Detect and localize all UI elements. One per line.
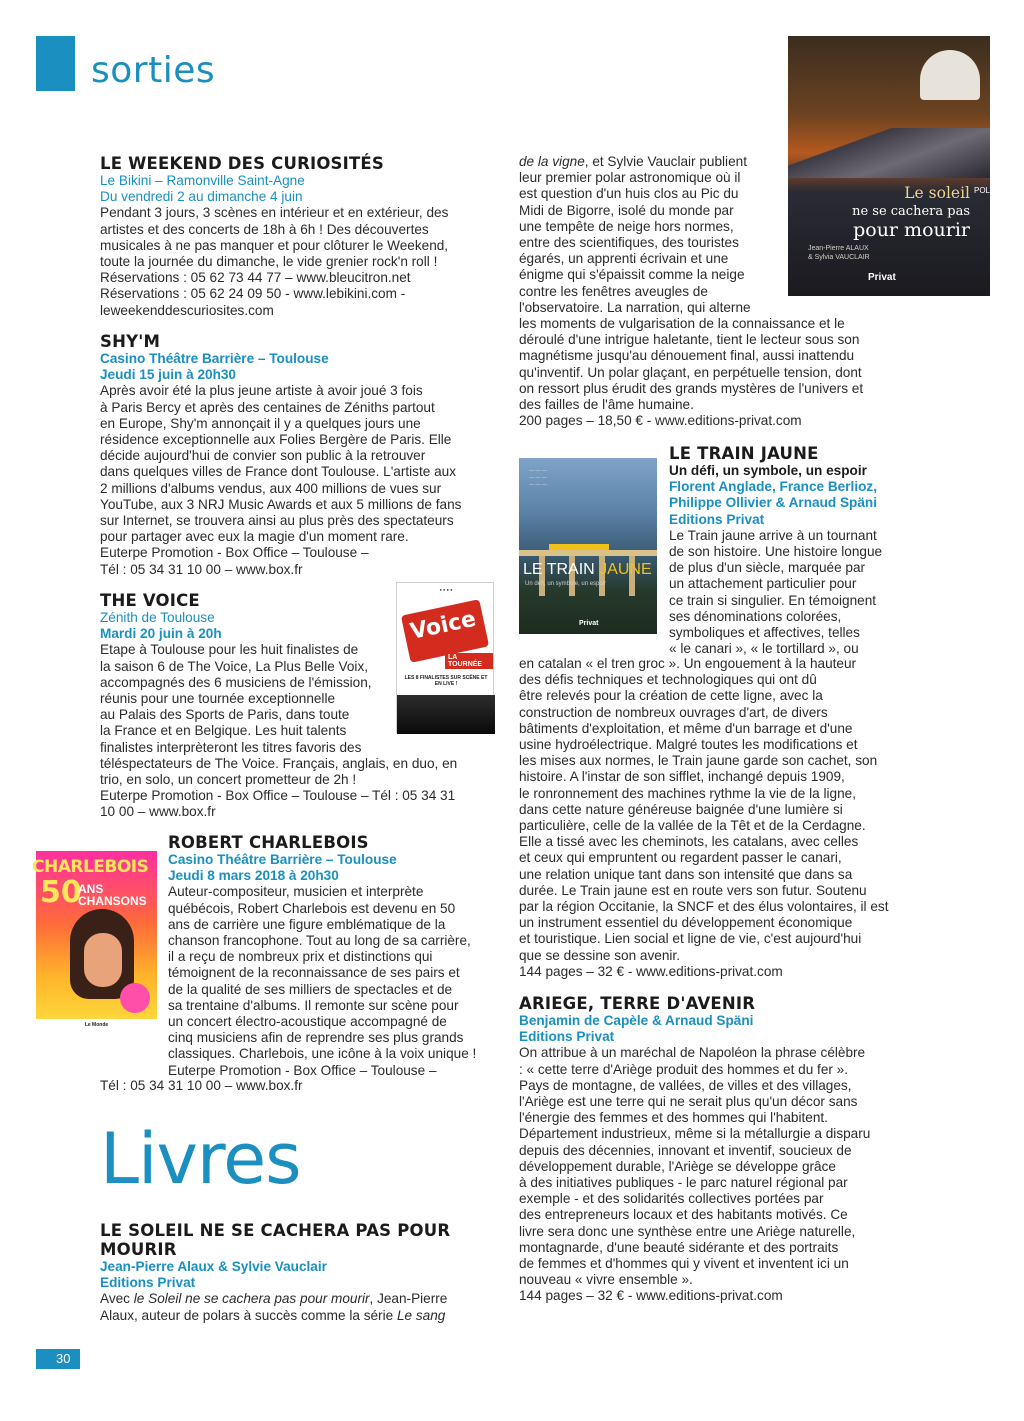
body-line: bâtiments d'exploitation, et même d'un barrage et d'une	[519, 720, 853, 736]
event-date: Mardi 20 juin à 20h	[100, 626, 222, 642]
event-venue: Casino Théâtre Barrière – Toulouse	[100, 351, 329, 366]
body-line: Réservations : 05 62 24 09 50 - www.lebikini.com -	[100, 286, 406, 302]
book-price: 144 pages – 32 € - www.editions-privat.com	[519, 1288, 783, 1304]
body-line: trio, en solo, un concert prometteur de 2h !	[100, 772, 357, 788]
book-body	[100, 1291, 495, 1323]
event-title: ROBERT CHARLEBOIS	[168, 833, 369, 852]
body-line: dans cette nature généreuse baignée d'une lumière si	[519, 801, 843, 817]
event-body	[168, 884, 495, 1078]
body-line: on ressort plus érudit des grands mystères de l'univers et	[519, 380, 864, 396]
body-line: livre sera donc une synthèse entre une Ariège naturelle,	[519, 1223, 856, 1239]
book-train-jaune	[669, 444, 914, 657]
poster-footer: Le Monde	[36, 1019, 157, 1031]
body-line: 10 00 – www.box.fr	[100, 804, 216, 820]
body-line: particulière, celle de la vallée de la Têt et de la Cerdagne.	[519, 818, 866, 834]
body-line: Euterpe Promotion - Box Office – Toulouse – Tél : 05 34 31	[100, 788, 456, 804]
event-date: Jeudi 8 mars 2018 à 20h30	[168, 868, 339, 884]
cover-title-line: pour mourir	[853, 219, 970, 241]
body-line: à Paris Bercy et après des centaines de Zéniths partout	[100, 399, 435, 415]
body-line: dans quelques villes de France dont Toulouse. L'artiste aux	[100, 464, 457, 480]
body-line: Auteur-compositeur, musicien et interprète	[168, 884, 424, 900]
book-ariege	[519, 994, 914, 1305]
text-run: , et Sylvie Vauclair publient	[584, 154, 747, 169]
event-body	[100, 205, 495, 318]
poster-tour-label: LA TOURNÉE	[445, 653, 493, 669]
body-line: montagnarde, d'une beauté sidérante et des portraits	[519, 1239, 839, 1255]
body-line: Pays de montagne, de vallées, de villes et des villages,	[519, 1077, 852, 1093]
soleil-book-cover	[788, 36, 1002, 296]
livres-heading: Livres	[100, 1118, 301, 1200]
body-line: un concert électro-acoustique accompagné de	[168, 1014, 447, 1030]
body-line: le ronronnement des machines rythme la vie de la ligne,	[519, 785, 857, 801]
body-line: réunis pour une tournée exceptionnelle	[100, 691, 336, 707]
body-line: symboliques et affectives, telles	[669, 625, 860, 641]
event-charlebois	[168, 833, 495, 1079]
body-line: en Europe, Shy'm annonçait il y a quelques jours une	[100, 415, 421, 431]
poster-chansons-text: CHANSONS	[78, 894, 147, 908]
body-line: durée. Le Train jaune est en route vers son futur. Soutenu	[519, 882, 867, 898]
body-line: que se dessine son avenir.	[519, 947, 680, 963]
poster-name: CHARLEBOIS	[32, 857, 149, 877]
event-title: SHY'M	[100, 332, 161, 351]
body-line: magnétisme jusqu'au dénouement final, aussi inattendu	[519, 348, 855, 364]
body-line: Le Train jaune arrive à un tournant	[669, 527, 877, 543]
event-title: LE WEEKEND DES CURIOSITÉS	[100, 154, 384, 173]
page-number: 30	[36, 1349, 80, 1369]
book-price: 144 pages – 32 € - www.editions-privat.com	[519, 963, 783, 979]
body-line: une tempête de neige hors normes,	[519, 218, 734, 234]
poster-top-text: ● ● ● ●	[439, 587, 453, 592]
body-line: On attribue à un maréchal de Napoléon la phrase célèbre	[519, 1045, 866, 1061]
body-line: la France et en Belgique. Les huit talents	[100, 723, 347, 739]
body-line: de la qualité de ses milliers de spectacles et de	[168, 981, 453, 997]
event-date: Jeudi 15 juin à 20h30	[100, 367, 236, 383]
event-date: Du vendredi 2 au dimanche 4 juin	[100, 189, 303, 205]
body-line: téléspectateurs de The Voice. Français, anglais, en duo, en	[100, 755, 458, 771]
body-line: de son histoire. Une histoire longue	[669, 544, 883, 560]
cover-author: & Sylvia VAUCLAIR	[808, 254, 870, 261]
book-price: 200 pages – 18,50 € - www.editions-privat.com	[519, 413, 802, 429]
body-line: artistes et des concerts de 18h à 6h ! Des découvertes	[100, 221, 429, 237]
poster-ans-text: ANS	[78, 882, 104, 896]
body-line: est question d'un huis clos au Pic du	[519, 186, 739, 202]
cover-genre: POLAR	[974, 186, 1002, 195]
body-line: « le canari », « le tortillard », ou	[669, 641, 859, 657]
event-weekend	[100, 154, 495, 319]
cover-tagline: Un défi, un symbole, un espoir	[525, 581, 607, 587]
body-line: résidence exceptionnelle aux Folies Bergère de Paris. Elle	[100, 432, 452, 448]
event-venue: Le Bikini – Ramonville Saint-Agne	[100, 173, 305, 188]
body-line: par la région Occitanie, la SNCF et des élus volontaires, il est	[519, 899, 889, 915]
body-line: l'énergie des femmes et des hommes qui l'habitent.	[519, 1110, 828, 1126]
book-authors: Benjamin de Capèle & Arnaud Späni	[519, 1013, 754, 1028]
body-line: décide aujourd'hui de convier son public à la retrouver	[100, 448, 426, 464]
cover-title-line: Le soleil	[904, 184, 970, 202]
body-line: en catalan « el tren groc ». Un engouement à la hauteur	[519, 656, 857, 671]
poster-stamp	[120, 983, 150, 1013]
book-body	[519, 656, 914, 980]
voice-logo-text: Voice	[408, 606, 479, 645]
body-line: YouTube, aux 3 NRJ Music Awards et aux 5 millions de fans	[100, 496, 462, 512]
body-line: nouveau « vivre ensemble ».	[519, 1272, 693, 1288]
crowd-image	[397, 695, 495, 734]
book-title: LE TRAIN JAUNE	[669, 444, 819, 463]
body-line: l'observatoire. La narration, qui alterne	[519, 299, 751, 315]
body-line: Département industrieux, même si la métallurgie a disparu	[519, 1126, 871, 1142]
poster-info: LES 8 FINALISTES SUR SCÈNE ET EN LIVE !	[404, 675, 488, 687]
body-line: Euterpe Promotion - Box Office – Toulouse –	[168, 1062, 437, 1078]
body-line: : « cette terre d'Ariège produit des hommes et du fer ».	[519, 1061, 849, 1077]
cover-author-list: — — — — — — — — —	[529, 468, 547, 488]
body-line: au Palais des Sports de Paris, dans toute	[100, 707, 350, 723]
body-line: classiques. Charlebois, une icône à la voix unique !	[168, 1046, 477, 1062]
body-line	[100, 1308, 495, 1324]
body-line: Midi de Bigorre, isolé du monde par	[519, 202, 734, 218]
body-line: québécois, Robert Charlebois est devenu en 50	[168, 900, 456, 916]
body-line: cinq musiciens afin de reprendre ses plus grands	[168, 1030, 464, 1046]
cover-authors	[808, 244, 870, 262]
body-line: Elle a tissé avec les cheminots, les catalans, avec celles	[519, 834, 859, 850]
body-line: des failles de l'âme humaine.	[519, 397, 694, 413]
book-body	[519, 1045, 914, 1304]
body-line: et touristique. Lien social et ligne de vie, c'est aujourd'hui	[519, 931, 862, 947]
body-line	[100, 1291, 495, 1307]
body-line: histoire. A l'instar de son sifflet, inchangé depuis 1909,	[519, 769, 845, 785]
observatory-dome	[920, 50, 980, 100]
body-line: Réservations : 05 62 73 44 77 – www.bleucitron.net	[100, 270, 411, 286]
book-authors	[669, 479, 914, 511]
event-venue: Zénith de Toulouse	[100, 610, 215, 625]
body-line: exemple - et des solidarités collectives portées par	[519, 1191, 824, 1207]
book-publisher: Editions Privat	[669, 511, 765, 527]
event-shym	[100, 332, 495, 578]
book-body	[669, 528, 914, 658]
body-line: les moments de vulgarisation de la connaissance et le	[519, 316, 845, 332]
book-authors: Jean-Pierre Alaux & Sylvie Vauclair	[100, 1259, 327, 1274]
author-line: Philippe Ollivier & Arnaud Späni	[669, 495, 877, 511]
cover-author: Jean-Pierre ALAUX	[808, 245, 869, 252]
body-line: Tél : 05 34 31 10 00 – www.box.fr	[100, 561, 303, 577]
body-line: être relevés pour la création de cette ligne, avec la	[519, 688, 823, 704]
body-line: construction de nombreux ouvrages d'art, de divers	[519, 704, 828, 720]
body-line: de femmes et d'hommes qui y vivent et inventent ici un	[519, 1256, 849, 1272]
body-line: un attachement particulier pour	[669, 576, 857, 592]
section-color-block	[36, 36, 75, 91]
book-subtitle: Un défi, un symbole, un espoir	[669, 463, 867, 478]
body-line: déroulé d'une intrigue haletante, tient le lecteur sous son	[519, 332, 860, 348]
body-line: leur premier polar astronomique où il	[519, 170, 741, 186]
train-jaune-book-cover	[519, 458, 657, 634]
book-publisher: Editions Privat	[100, 1275, 196, 1291]
cover-publisher: Privat	[868, 272, 896, 283]
body-line: depuis des décennies, innovant et inventif, soucieux de	[519, 1142, 852, 1158]
poster-ans	[78, 883, 147, 907]
book-title: LE SOLEIL NE SE CACHERA PAS POUR MOURIR	[100, 1221, 451, 1259]
body-line: les mises aux normes, le Train jaune garde son cachet, son	[519, 753, 878, 769]
body-line: qu'inventif. Un polar glaçant, en perpétuelle tension, dont	[519, 364, 862, 380]
event-body	[100, 383, 495, 577]
body-line: Pendant 3 jours, 3 scènes en intérieur et en extérieur, des	[100, 205, 449, 221]
body-line: une relation unique tant dans son intensité que dans sa	[519, 866, 853, 882]
body-line: entre des scientifiques, des touristes	[519, 235, 739, 251]
body-line: chanson francophone. Tout au long de sa carrière,	[168, 933, 471, 949]
the-voice-poster	[396, 582, 494, 733]
cover-title-part: JAUNE	[599, 561, 652, 578]
body-line: de plus d'un siècle, marquée par	[669, 560, 866, 576]
body-line: énigme qui s'épaissit comme la neige	[519, 267, 745, 283]
cover-publisher: Privat	[579, 620, 599, 627]
body-line: 2 millions d'albums vendus, aux 400 millions de vues sur	[100, 480, 442, 496]
cover-title-line: ne se cachera pas	[852, 204, 970, 219]
body-line: des défis techniques et technologiques qui ont dû	[519, 672, 817, 688]
cover-title-part: LE TRAIN	[523, 561, 600, 578]
body-line: finalistes interprèteront les titres favoris des	[100, 739, 362, 755]
series-title-italic: de la vigne	[519, 154, 585, 169]
author-line: Florent Anglade, France Berlioz,	[669, 479, 877, 495]
text-run: Avec	[100, 1291, 134, 1307]
book-title-italic: le Soleil ne se cachera pas pour mourir	[133, 1291, 370, 1307]
charlebois-poster	[32, 851, 157, 1031]
book-title: ARIEGE, TERRE D'AVENIR	[519, 994, 756, 1013]
body-line: sa trentaine d'albums. Il remonte sur scène pour	[168, 997, 459, 1013]
event-title: THE VOICE	[100, 591, 200, 610]
mountain-ridge	[788, 128, 990, 178]
body-line: des entrepreneurs locaux et des habitants motivés. Ce	[519, 1207, 848, 1223]
body-line: il a reçu de nombreux prix et distinctions qui	[168, 949, 433, 965]
book-publisher: Editions Privat	[519, 1029, 615, 1045]
body-line: toute la journée du dimanche, le vide grenier rock'n roll !	[100, 254, 438, 270]
body-line: un instrument essentiel du développement économique	[519, 915, 853, 931]
body-line: leweekenddescuriosites.com	[100, 302, 274, 318]
poster-number: 50	[40, 875, 82, 910]
body-line: témoignent de la reconnaissance de ses pairs et	[168, 965, 460, 981]
charlebois-contact: Tél : 05 34 31 10 00 – www.box.fr	[100, 1078, 303, 1093]
body-line: et ceux qui empruntent ou regardent passer le canari,	[519, 850, 842, 866]
body-line: ce train si singulier. En témoignent	[669, 592, 877, 608]
body-line: ses dénominations colorées,	[669, 608, 842, 624]
body-line: pour partager avec eux la magie d'un moment rare.	[100, 529, 409, 545]
body-line: musicales à ne pas manquer et pour clôturer le Weekend,	[100, 237, 449, 253]
section-title: sorties	[91, 50, 216, 91]
body-line: la saison 6 de The Voice, La Plus Belle Voix,	[100, 658, 369, 674]
body-line: à des initiatives publiques - le parc naturel régional par	[519, 1175, 848, 1191]
text-run: Alaux, auteur de polars à succès comme la série	[100, 1307, 397, 1323]
cover-title	[523, 561, 657, 579]
body-line: Après avoir été la plus jeune artiste à avoir joué 3 fois	[100, 383, 423, 399]
body-line: Euterpe Promotion - Box Office – Toulouse –	[100, 545, 369, 561]
body-line	[519, 154, 778, 170]
body-line: usine hydroélectrique. Malgré toutes les modifications et	[519, 737, 858, 753]
text-run: , Jean-Pierre	[369, 1291, 448, 1307]
body-line: Etape à Toulouse pour les huit finalistes de	[100, 642, 359, 658]
body-line: égarés, un apprenti écrivain et une	[519, 251, 729, 267]
book-train-jaune-continued	[519, 656, 914, 980]
body-line: l'Ariège est une terre qui ne serait plus qu'un décor sans	[519, 1094, 858, 1110]
book-soleil	[100, 1221, 495, 1324]
body-line: contre les fenêtres aveugles de	[519, 283, 708, 299]
body-line: sur Internet, se trouvera ainsi au plus près des spectateurs	[100, 513, 454, 529]
body-line: ans de carrière une figure emblématique de la	[168, 916, 446, 932]
series-title-italic: Le sang	[396, 1307, 446, 1323]
body-line: développement durable, l'Ariège se développe grâce	[519, 1158, 836, 1174]
event-venue: Casino Théâtre Barrière – Toulouse	[168, 852, 397, 867]
portrait-face	[84, 933, 122, 987]
body-line: accompagnés des 6 musiciens de l'émission,	[100, 674, 372, 690]
